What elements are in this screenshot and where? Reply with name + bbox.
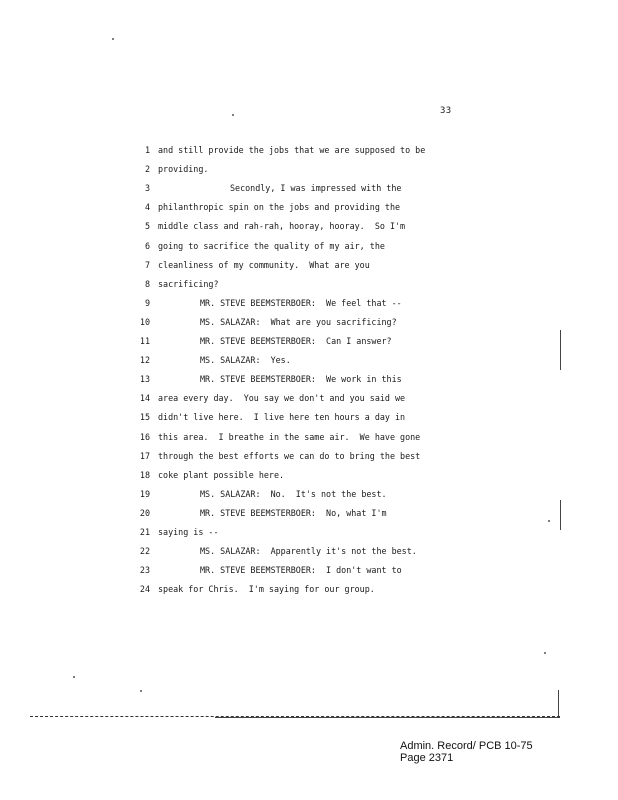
scan-speck — [73, 676, 75, 678]
line-text: MR. STEVE BEEMSTERBOER: No, what I'm — [200, 507, 387, 518]
transcript-line — [0, 469, 618, 481]
transcript-line — [0, 450, 618, 462]
transcript-line — [0, 526, 618, 538]
line-number: 3 — [144, 183, 150, 194]
transcript-line — [0, 431, 618, 443]
record-footer — [400, 740, 533, 764]
line-number: 17 — [139, 450, 150, 461]
scan-artifact-rule — [215, 717, 560, 718]
line-number: 20 — [139, 507, 150, 518]
transcript-line — [0, 297, 618, 309]
line-text: this area. I breathe in the same air. We have gone — [158, 431, 421, 442]
line-text: MS. SALAZAR: What are you sacrificing? — [200, 316, 397, 327]
scan-speck — [548, 520, 550, 522]
transcript-line — [0, 240, 618, 252]
line-text: and still provide the jobs that we are supposed to be — [158, 145, 426, 155]
scan-speck — [232, 114, 234, 116]
line-text: area every day. You say we don't and you said we — [158, 393, 406, 404]
line-number: 15 — [139, 412, 150, 423]
transcript-line — [0, 259, 618, 271]
line-number: 8 — [144, 278, 150, 289]
line-text: through the best efforts we can do to bring the best — [158, 450, 421, 461]
line-number: 19 — [139, 488, 150, 499]
transcript-line — [0, 545, 618, 557]
line-text: coke plant possible here. — [158, 469, 285, 480]
line-number: 7 — [144, 259, 150, 270]
line-text: MR. STEVE BEEMSTERBOER: We work in this — [200, 374, 402, 385]
transcript-line — [0, 316, 618, 328]
transcript-line — [0, 220, 618, 232]
line-text: saying is -- — [158, 527, 219, 537]
transcript-line — [0, 354, 618, 366]
line-text: Secondly, I was impressed with the — [230, 183, 402, 194]
transcript-line — [0, 411, 618, 423]
line-text: MS. SALAZAR: No. It's not the best. — [200, 488, 387, 499]
line-number: 4 — [144, 202, 150, 213]
transcript-line — [0, 488, 618, 500]
line-number: 13 — [139, 374, 150, 385]
transcript-line — [0, 564, 618, 576]
line-text: providing. — [158, 164, 209, 175]
transcript-line — [0, 335, 618, 347]
line-number: 10 — [139, 316, 150, 327]
line-text: MS. SALAZAR: Yes. — [200, 355, 291, 366]
transcript-line — [0, 278, 618, 290]
line-number: 6 — [144, 240, 150, 251]
line-number: 1 — [144, 145, 150, 155]
footer-record-id: Admin. Record/ PCB 10-75 — [400, 740, 533, 752]
transcript-line — [0, 163, 618, 175]
line-text: philanthropic spin on the jobs and providing the — [158, 202, 401, 213]
footer-page-label: Page 2371 — [400, 752, 454, 764]
transcript-line — [0, 144, 618, 156]
line-text: MR. STEVE BEEMSTERBOER: Can I answer? — [200, 336, 392, 346]
line-number: 2 — [144, 164, 150, 175]
line-number: 11 — [139, 336, 150, 346]
line-number: 18 — [139, 469, 150, 480]
scan-artifact-margin-mark — [558, 690, 559, 716]
scan-speck — [544, 652, 546, 654]
line-number: 23 — [139, 565, 150, 576]
line-number: 9 — [144, 297, 150, 308]
line-number: 21 — [139, 527, 150, 537]
line-text: going to sacrifice the quality of my air, the — [158, 240, 385, 251]
line-number: 16 — [139, 431, 150, 442]
line-text: MR. STEVE BEEMSTERBOER: I don't want to — [200, 565, 402, 576]
line-text: cleanliness of my community. What are you — [158, 259, 370, 270]
transcript-line — [0, 583, 618, 595]
line-number: 14 — [139, 393, 150, 404]
scan-artifact-margin-mark — [560, 330, 561, 370]
transcript-line — [0, 182, 618, 194]
line-text: MS. SALAZAR: Apparently it's not the best. — [200, 546, 417, 557]
line-number: 24 — [139, 584, 150, 595]
line-number: 12 — [139, 355, 150, 366]
transcript-line — [0, 507, 618, 519]
scan-artifact-margin-mark — [560, 500, 561, 530]
line-text: MR. STEVE BEEMSTERBOER: We feel that -- — [200, 297, 402, 308]
line-text: didn't live here. I live here ten hours a day in — [158, 412, 406, 423]
page-number: 33 — [440, 106, 452, 116]
line-number: 5 — [144, 221, 150, 232]
line-text: sacrificing? — [158, 278, 219, 289]
line-text: middle class and rah-rah, hooray, hooray. So I'm — [158, 221, 406, 232]
scan-speck — [112, 38, 114, 40]
line-text: speak for Chris. I'm saying for our group. — [158, 584, 375, 595]
transcript-line — [0, 392, 618, 404]
transcript-line — [0, 201, 618, 213]
transcript-line — [0, 373, 618, 385]
line-number: 22 — [139, 546, 150, 557]
scan-speck — [140, 690, 142, 692]
